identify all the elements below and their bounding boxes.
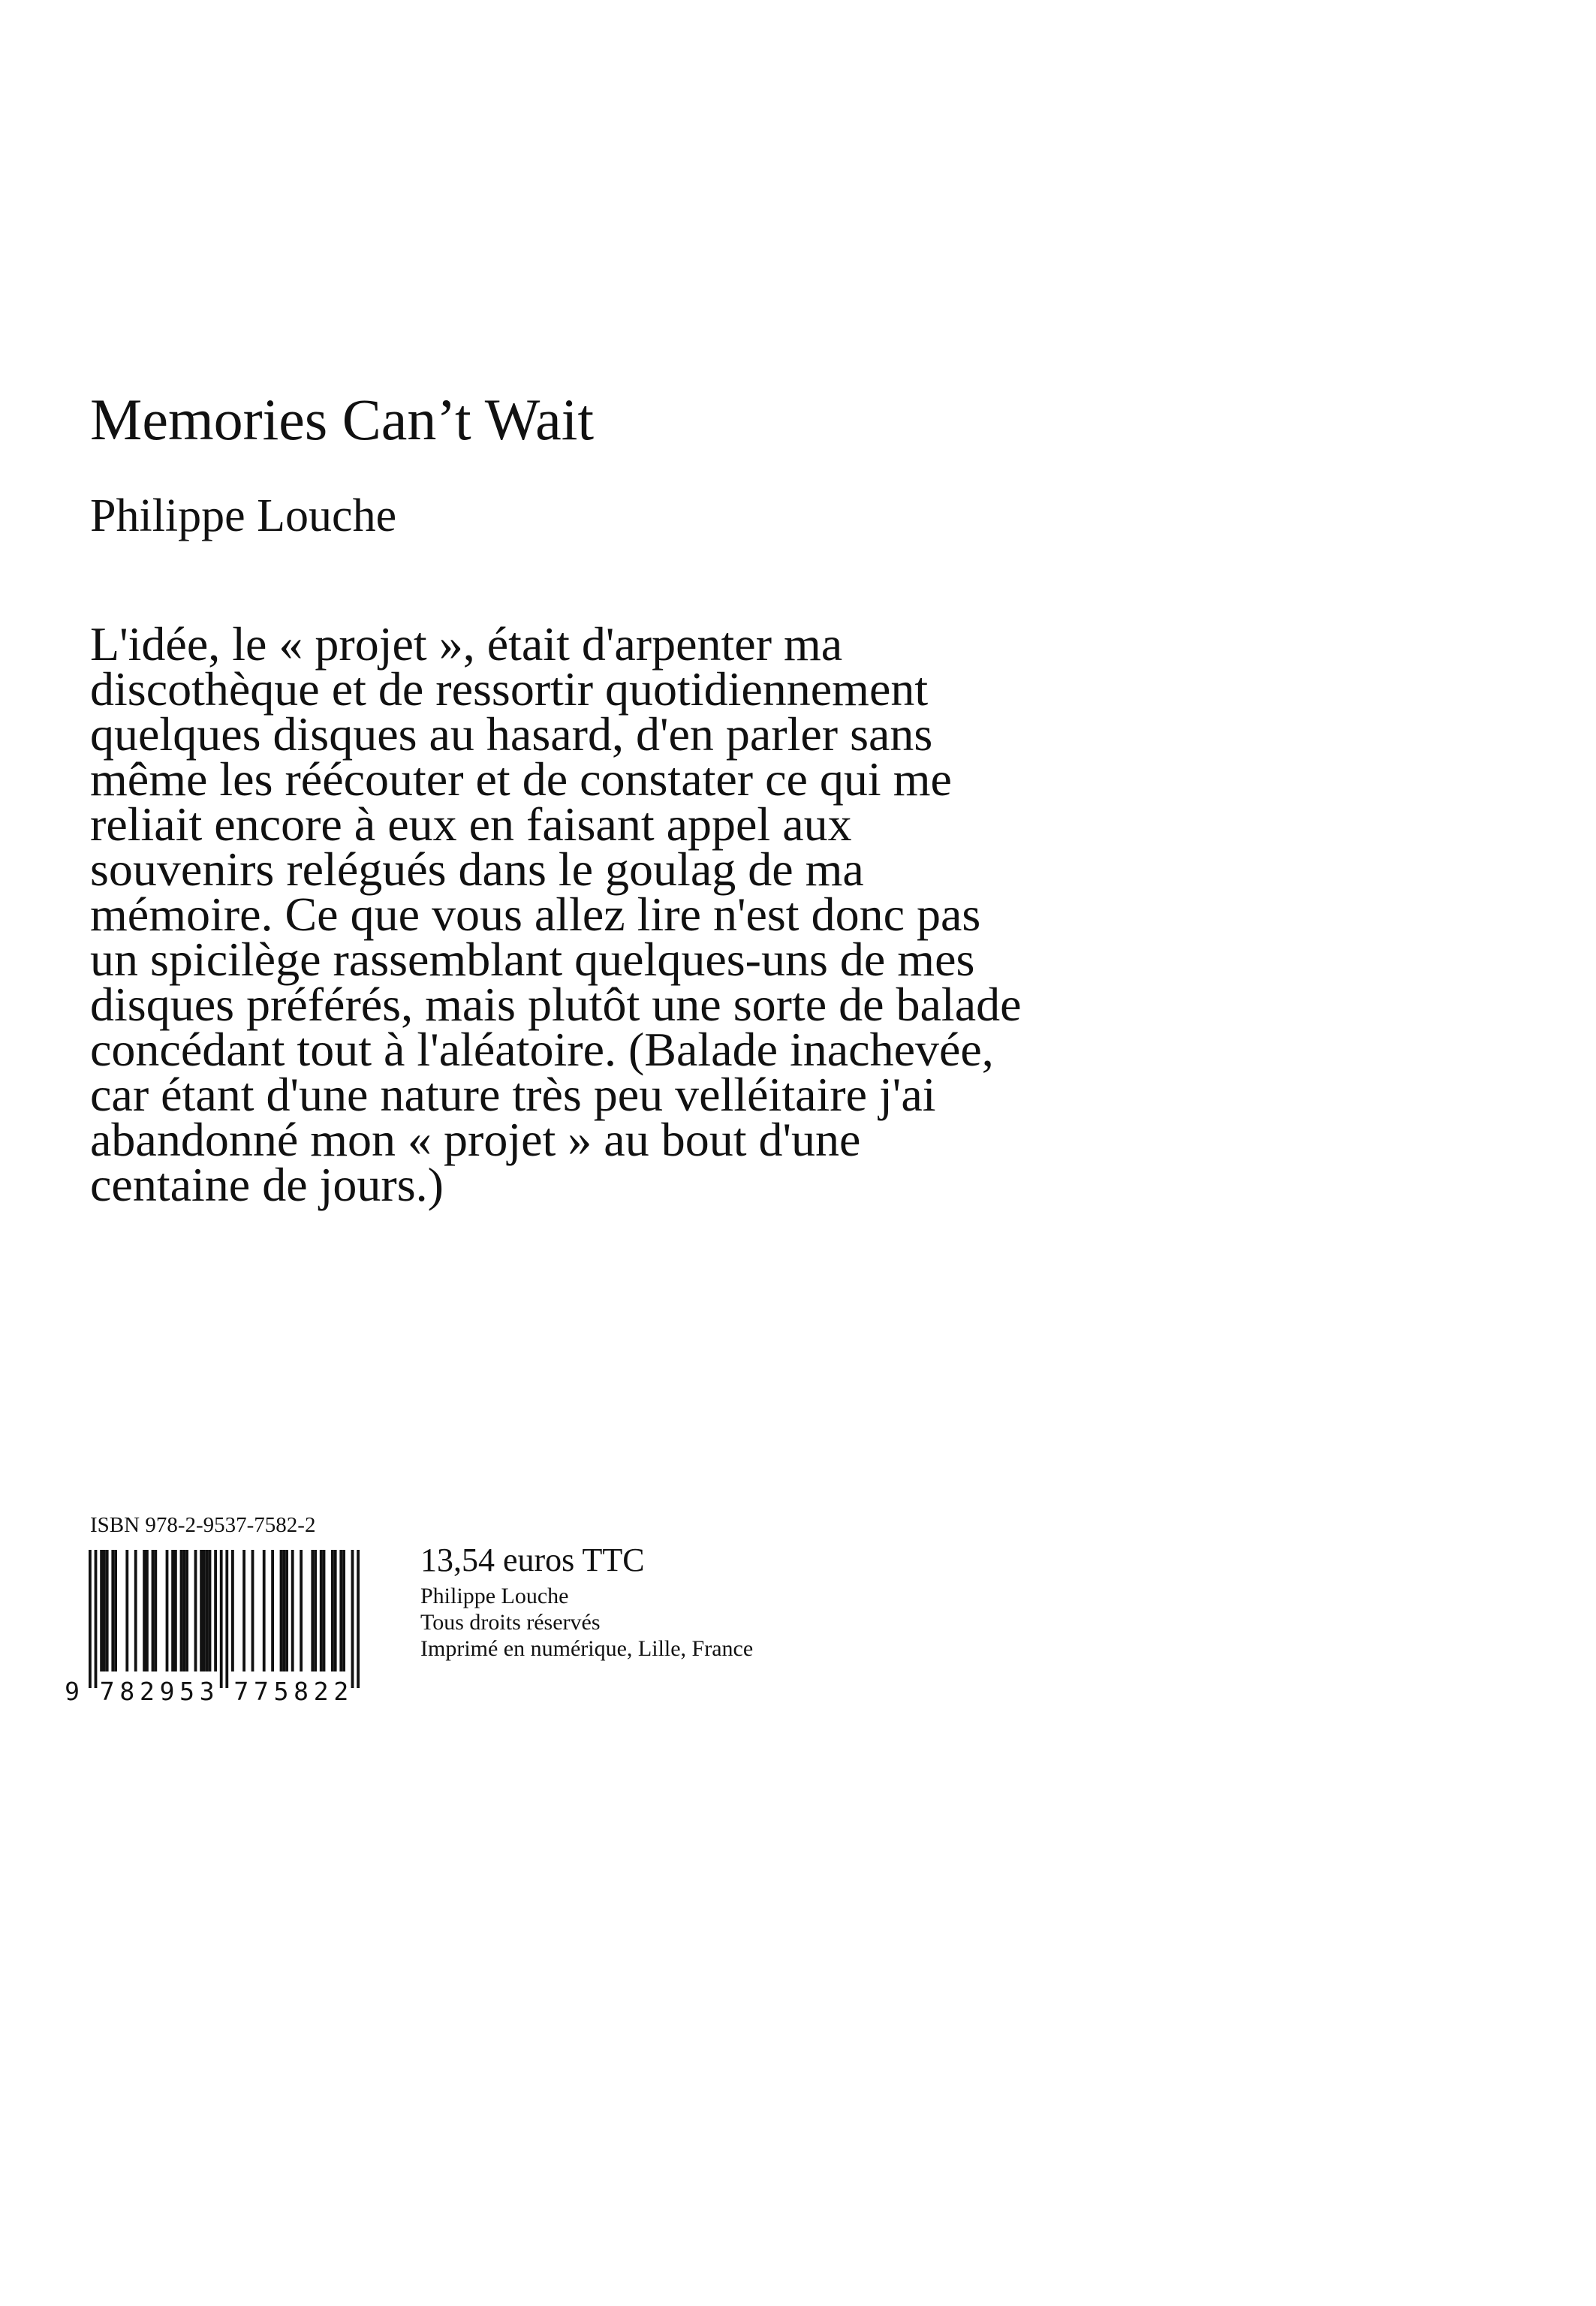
barcode-bar [103, 1550, 106, 1671]
barcode-bar [285, 1550, 288, 1671]
barcode-digit: 7 [253, 1677, 269, 1706]
barcode-bar [271, 1550, 274, 1671]
blurb-line: quelques disques au hasard, d'en parler sans [90, 707, 933, 761]
barcode-bar [143, 1550, 146, 1671]
barcode-digit: 7 [99, 1677, 115, 1706]
book-title: Memories Can’t Wait [90, 387, 595, 452]
barcode-bar [200, 1550, 203, 1671]
blurb-line: L'idée, le « projet », était d'arpenter ma [90, 617, 843, 671]
barcode-bar [125, 1550, 128, 1671]
blurb-line: concédant tout à l'aléatoire. (Balade inachevée, [90, 1023, 994, 1076]
barcode-digit: 9 [159, 1677, 175, 1706]
barcode-digit: 7 [233, 1677, 249, 1706]
barcode-bar [134, 1550, 137, 1671]
blurb-line: car étant d'une nature très peu velléitaire j'ai [90, 1068, 936, 1121]
barcode-bar [231, 1550, 234, 1671]
barcode-bar [263, 1550, 266, 1671]
barcode-digit: 5 [179, 1677, 195, 1706]
isbn-barcode [59, 1550, 368, 1708]
barcode-guard-bar [95, 1550, 98, 1688]
barcode-bar [146, 1550, 149, 1671]
barcode-bar [291, 1550, 294, 1671]
blurb-line: discothèque et de ressortir quotidiennement [90, 662, 929, 716]
barcode-bar [311, 1550, 314, 1671]
barcode-bar [334, 1550, 337, 1671]
publisher-name: Philippe Louche [420, 1584, 569, 1608]
barcode-bar [282, 1550, 285, 1671]
barcode-bar [106, 1550, 109, 1671]
barcode-bar [180, 1550, 183, 1671]
book-author: Philippe Louche [90, 490, 397, 541]
barcode-bar [339, 1550, 342, 1671]
barcode-bar [182, 1550, 185, 1671]
back-cover-blurb [90, 617, 1231, 1211]
barcode-digit: 5 [273, 1677, 289, 1706]
barcode-digit: 2 [313, 1677, 329, 1706]
barcode-bar [300, 1550, 303, 1671]
barcode-bar [154, 1550, 157, 1671]
barcode-bar [174, 1550, 177, 1671]
isbn-label: ISBN 978-2-9537-7582-2 [90, 1513, 316, 1537]
rights-notice: Tous droits réservés [420, 1610, 601, 1635]
barcode-bar [214, 1550, 217, 1671]
barcode-bar [251, 1550, 254, 1671]
blurb-line: centaine de jours.) [90, 1158, 444, 1211]
barcode-bar [111, 1550, 114, 1671]
printing-notice: Imprimé en numérique, Lille, France [420, 1636, 754, 1661]
blurb-line: disques préférés, mais plutôt une sorte de balade [90, 978, 1022, 1031]
barcode-bar [320, 1550, 323, 1671]
barcode-digit: 2 [139, 1677, 155, 1706]
barcode-bar [209, 1550, 212, 1671]
barcode-bar [194, 1550, 197, 1671]
barcode-bar [323, 1550, 326, 1671]
blurb-line: souvenirs relégués dans le goulag de ma [90, 843, 864, 896]
barcode-bar [331, 1550, 334, 1671]
barcode-guard-bar [357, 1550, 360, 1688]
barcode-bar [166, 1550, 169, 1671]
barcode-digit: 9 [65, 1677, 80, 1706]
barcode-digit: 8 [119, 1677, 135, 1706]
blurb-line: abandonné mon « projet » au bout d'une [90, 1113, 861, 1166]
barcode-bar [114, 1550, 117, 1671]
barcode-digit: 2 [333, 1677, 349, 1706]
barcode-guard-bar [351, 1550, 354, 1688]
barcode-bar [314, 1550, 317, 1671]
barcode-guard-bar [225, 1550, 228, 1688]
imprint-block [420, 1538, 753, 1662]
barcode-guard-bar [89, 1550, 92, 1688]
barcode-digit: 3 [199, 1677, 215, 1706]
barcode-bar [152, 1550, 155, 1671]
barcode-graphic [59, 1550, 368, 1708]
barcode-bar [206, 1550, 209, 1671]
barcode-bar [242, 1550, 245, 1671]
blurb-line: même les réécouter et de constater ce qui me [90, 752, 952, 806]
barcode-bar [342, 1550, 345, 1671]
barcode-bar [203, 1550, 206, 1671]
barcode-bar [280, 1550, 283, 1671]
price-label: 13,54 euros TTC [420, 1542, 645, 1578]
blurb-line: un spicilège rassemblant quelques-uns de mes [90, 933, 975, 986]
blurb-line: reliait encore à eux en faisant appel aux [90, 797, 852, 851]
barcode-guard-bar [220, 1550, 223, 1688]
barcode-bar [185, 1550, 188, 1671]
barcode-digit: 8 [294, 1677, 309, 1706]
blurb-line: mémoire. Ce que vous allez lire n'est donc pas [90, 888, 981, 941]
barcode-bar [100, 1550, 103, 1671]
barcode-bar [171, 1550, 174, 1671]
